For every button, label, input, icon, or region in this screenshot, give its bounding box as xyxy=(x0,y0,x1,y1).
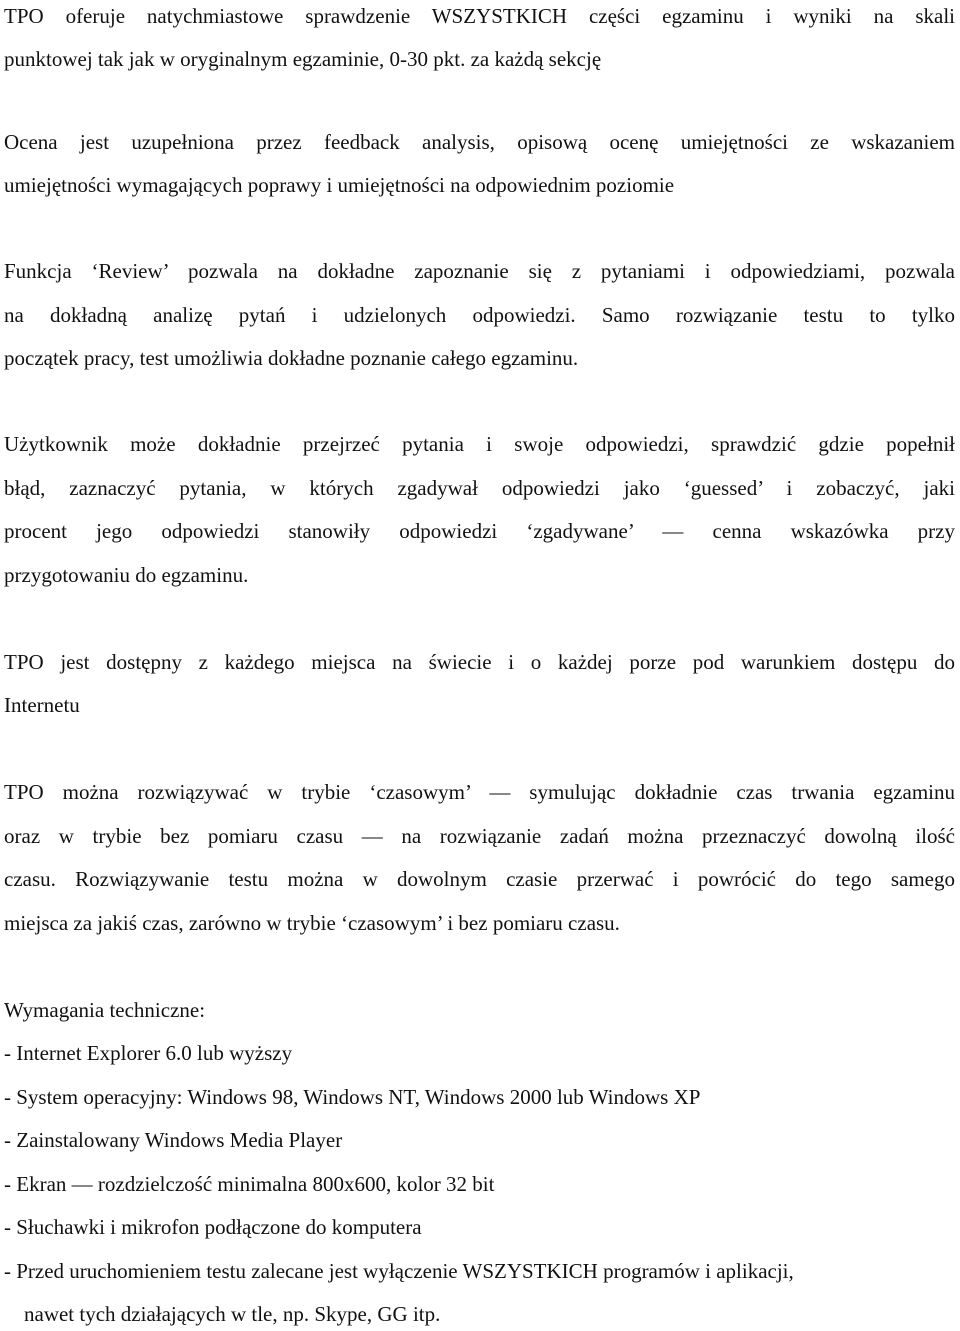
paragraph-3-line-1: Funkcja ‘Review’ pozwala na dokładne zapoznanie się z pytaniami i odpowiedziami, pozwala xyxy=(4,259,955,283)
paragraph-6-line-4: miejsca za jakiś czas, zarówno w trybie ‘czasowym’ i bez pomiaru czasu. xyxy=(4,911,620,935)
paragraph-4-line-4: przygotowaniu do egzaminu. xyxy=(4,563,249,587)
paragraph-6-line-2: oraz w trybie bez pomiaru czasu — na rozwiązanie zadań można przeznaczyć dowolną ilość xyxy=(4,824,955,848)
paragraph-1-line-2: punktowej tak jak w oryginalnym egzaminie, 0-30 pkt. za każdą sekcję xyxy=(4,47,602,71)
requirement-item: - Zainstalowany Windows Media Player xyxy=(4,1128,343,1152)
requirement-item: - Internet Explorer 6.0 lub wyższy xyxy=(4,1041,293,1065)
paragraph-2-line-2: umiejętności wymagających poprawy i umiejętności na odpowiednim poziomie xyxy=(4,173,675,197)
paragraph-5-line-2: Internetu xyxy=(4,693,80,717)
paragraph-2-line-1: Ocena jest uzupełniona przez feedback analysis, opisową ocenę umiejętności ze wskazaniem xyxy=(4,130,955,154)
paragraph-4-line-3: procent jego odpowiedzi stanowiły odpowiedzi ‘zgadywane’ — cenna wskazówka przy xyxy=(4,519,955,543)
requirement-item: - Ekran — rozdzielczość minimalna 800x600, kolor 32 bit xyxy=(4,1172,495,1196)
requirement-item: - System operacyjny: Windows 98, Windows NT, Windows 2000 lub Windows XP xyxy=(4,1085,701,1109)
paragraph-3-line-3: początek pracy, test umożliwia dokładne poznanie całego egzaminu. xyxy=(4,346,579,370)
requirement-item: - Słuchawki i mikrofon podłączone do komputera xyxy=(4,1215,422,1239)
requirement-item: - Przed uruchomieniem testu zalecane jest wyłączenie WSZYSTKICH programów i aplikacji, xyxy=(4,1259,794,1283)
paragraph-5-line-1: TPO jest dostępny z każdego miejsca na świecie i o każdej porze pod warunkiem dostępu do xyxy=(4,650,955,674)
paragraph-6-line-1: TPO można rozwiązywać w trybie ‘czasowym’ — symulując dokładnie czas trwania egzaminu xyxy=(4,780,955,804)
paragraph-4-line-2: błąd, zaznaczyć pytania, w których zgadywał odpowiedzi jako ‘guessed’ i zobaczyć, jaki xyxy=(4,476,955,500)
paragraph-4-line-1: Użytkownik może dokładnie przejrzeć pytania i swoje odpowiedzi, sprawdzić gdzie popełnił xyxy=(4,432,955,456)
paragraph-6-line-3: czasu. Rozwiązywanie testu można w dowolnym czasie przerwać i powrócić do tego samego xyxy=(4,867,955,891)
paragraph-3-line-2: na dokładną analizę pytań i udzielonych odpowiedzi. Samo rozwiązanie testu to tylko xyxy=(4,303,955,327)
requirements-heading: Wymagania techniczne: xyxy=(4,998,206,1022)
requirement-item-continuation: nawet tych działających w tle, np. Skype, GG itp. xyxy=(24,1302,441,1326)
paragraph-1-line-1: TPO oferuje natychmiastowe sprawdzenie WSZYSTKICH części egzaminu i wyniki na skali xyxy=(4,4,955,28)
